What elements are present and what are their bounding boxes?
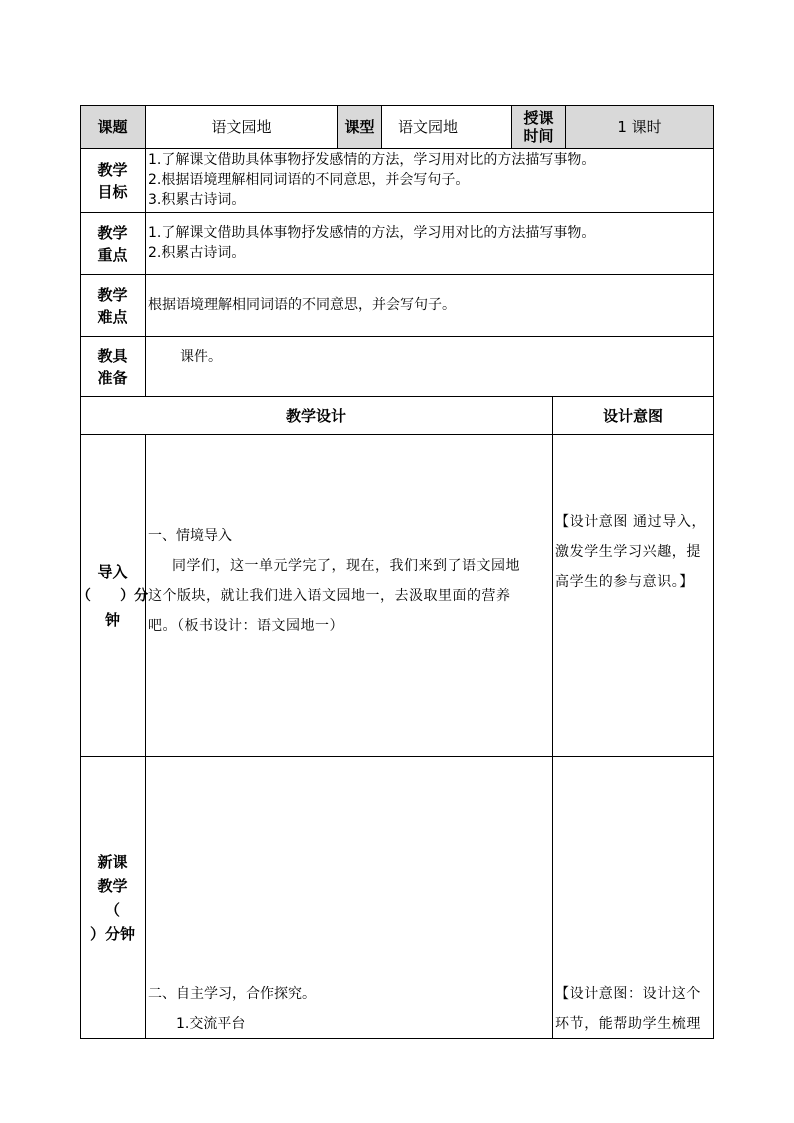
- intro-label-line2: （ ）分: [76, 587, 149, 604]
- difficulties-label-line2: 难点: [97, 307, 128, 326]
- new-lesson-label: [80, 757, 146, 1039]
- teaching-design-header: 教学设计: [80, 397, 553, 435]
- intro-paragraph: [146, 551, 552, 641]
- type-label: 课型: [338, 105, 382, 149]
- new-lesson-content: [146, 757, 553, 1039]
- objectives-label-line2: 目标: [97, 182, 128, 201]
- difficulties-label: [80, 275, 146, 337]
- key-points-label-line2: 重点: [97, 245, 128, 264]
- new-lesson-label-line2: 教学: [97, 876, 128, 895]
- objectives-label-line1: 教学: [97, 160, 128, 179]
- intro-paragraph-line: 同学们，这一单元学完了，现在，我们来到了语文园地: [172, 558, 520, 574]
- materials-label-line2: 准备: [97, 368, 128, 387]
- new-lesson-label-line1: 新课: [97, 852, 128, 871]
- materials-content: 课件。: [146, 337, 714, 397]
- intro-paragraph-line: 吧。（板书设计：语文园地一）: [148, 618, 344, 634]
- new-lesson-subheading: 1.交流平台: [176, 1016, 246, 1032]
- key-points-label-line1: 教学: [97, 223, 128, 242]
- time-label-line2: 时间: [523, 126, 554, 145]
- intro-intent-line: 激发学生学习兴趣，提: [555, 544, 701, 560]
- new-lesson-intent-line: 【设计意图：设计这个: [555, 986, 701, 1002]
- key-points-label: [80, 213, 146, 275]
- intro-label-line1: 导入: [97, 562, 128, 581]
- intro-intent: [553, 435, 714, 757]
- intro-paragraph-line: 这个版块，就让我们进入语文园地一，去汲取里面的营养: [148, 588, 511, 604]
- time-label-line1: 授课: [523, 108, 554, 127]
- objectives-content: [146, 149, 714, 213]
- design-intent-header: 设计意图: [553, 397, 714, 435]
- intro-heading: 一、情境导入: [148, 528, 232, 544]
- time-label: [512, 105, 566, 149]
- intro-content: [146, 435, 553, 757]
- new-lesson-intent: [553, 757, 714, 1039]
- topic-label: 课题: [80, 105, 146, 149]
- new-lesson-label-line4: ）分钟: [89, 924, 135, 943]
- lesson-plan-table: [76, 105, 714, 1039]
- objective-item: 1.了解课文借助具体事物抒发感情的方法，学习用对比的方法描写事物。: [148, 152, 596, 168]
- new-lesson-label-line3: （: [104, 900, 120, 919]
- new-lesson-heading: 二、自主学习，合作探究。: [148, 986, 316, 1002]
- key-points-content: [146, 213, 714, 275]
- type-value: 语文园地: [382, 105, 512, 149]
- intro-intent-line: 【设计意图 通过导入，: [555, 514, 707, 530]
- topic-value: 语文园地: [146, 105, 338, 149]
- time-value: 1 课时: [566, 105, 714, 149]
- key-point-item: 2.积累古诗词。: [148, 245, 246, 261]
- intro-label: [76, 435, 149, 757]
- key-point-item: 1.了解课文借助具体事物抒发感情的方法，学习用对比的方法描写事物。: [148, 225, 596, 241]
- intro-label-line3: 钟: [104, 610, 120, 629]
- objective-item: 2.根据语境理解相同词语的不同意思，并会写句子。: [148, 172, 470, 188]
- materials-label-line1: 教具: [97, 346, 128, 365]
- materials-label: [80, 337, 146, 397]
- objectives-label: [80, 149, 146, 213]
- objective-item: 3.积累古诗词。: [148, 192, 246, 208]
- intro-intent-line: 高学生的参与意识。】: [555, 574, 694, 590]
- new-lesson-intent-line: 环节，能帮助学生梳理: [555, 1016, 701, 1032]
- difficulties-content: 根据语境理解相同词语的不同意思，并会写句子。: [146, 275, 714, 337]
- difficulties-label-line1: 教学: [97, 285, 128, 304]
